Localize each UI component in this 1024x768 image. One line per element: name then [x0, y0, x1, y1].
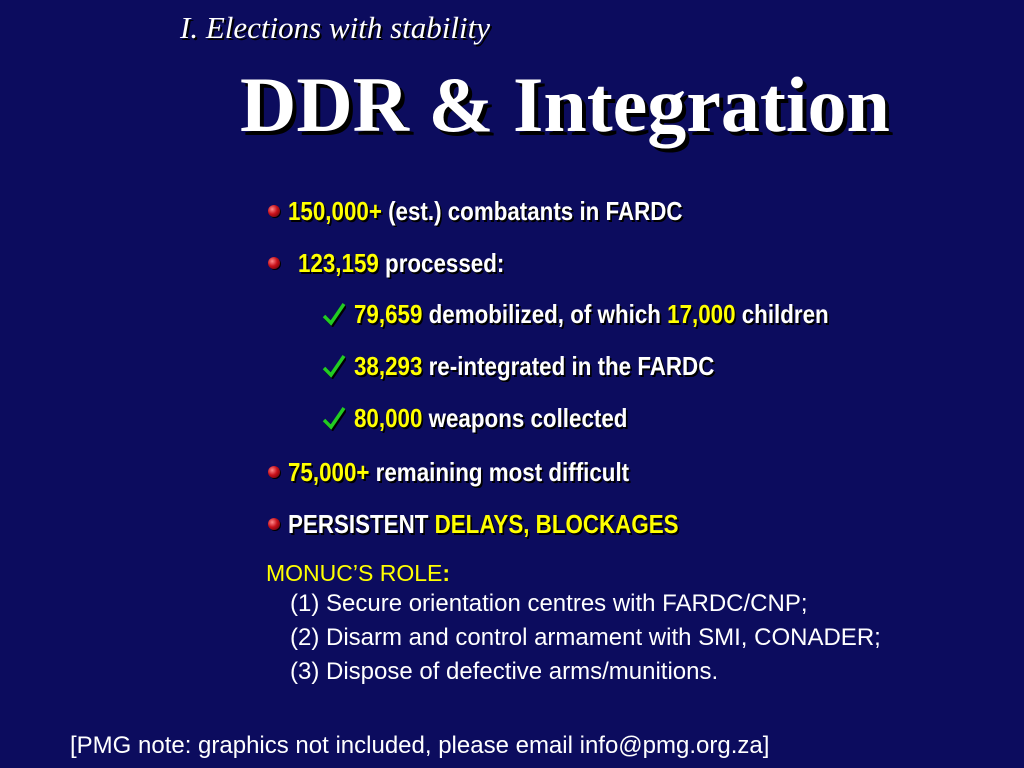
delays-text: DELAYS, BLOCKAGES	[434, 509, 679, 539]
sub-bullet-demobilized	[322, 299, 906, 329]
weapons-text: weapons collected	[422, 403, 628, 433]
slide-title: DDR & Integration	[240, 61, 890, 148]
role-item-1: (1) Secure orientation centres with FARDC/CNP;	[290, 590, 808, 617]
demobilized-count: 79,659	[354, 299, 423, 329]
slide-subtitle: I. Elections with stability	[180, 10, 490, 45]
red-ball-bullet-icon	[268, 518, 280, 530]
bullet-processed	[268, 248, 538, 278]
pmg-note: [PMG note: graphics not included, please email info@pmg.org.za]	[70, 732, 770, 759]
children-text: children	[735, 299, 829, 329]
role-heading-text: MONUC’S ROLE	[266, 560, 443, 586]
combatants-text: (est.) combatants in FARDC	[381, 196, 683, 226]
red-ball-bullet-icon	[268, 205, 280, 217]
bullet-remaining	[268, 457, 685, 487]
remaining-count: 75,000+	[288, 457, 370, 487]
sub-bullet-reintegrated	[322, 351, 773, 381]
red-ball-bullet-icon	[268, 257, 280, 269]
remaining-text: remaining most difficult	[369, 457, 630, 487]
green-checkmark-icon	[322, 353, 346, 379]
role-heading	[266, 560, 450, 587]
green-checkmark-icon	[322, 301, 346, 327]
sub-bullet-weapons	[322, 403, 672, 433]
processed-text: processed:	[378, 248, 505, 278]
persistent-text: PERSISTENT	[288, 509, 435, 539]
reintegrated-text: re-integrated in the FARDC	[422, 351, 715, 381]
role-heading-colon: :	[442, 560, 451, 586]
role-item-3: (3) Dispose of defective arms/munitions.	[290, 658, 719, 685]
processed-count: 123,159	[298, 248, 379, 278]
bullet-combatants	[268, 196, 747, 226]
red-ball-bullet-icon	[268, 466, 280, 478]
combatants-count: 150,000+	[288, 196, 382, 226]
demobilized-text: demobilized, of which	[422, 299, 668, 329]
green-checkmark-icon	[322, 405, 346, 431]
children-count: 17,000	[667, 299, 736, 329]
weapons-count: 80,000	[354, 403, 423, 433]
reintegrated-count: 38,293	[354, 351, 423, 381]
role-item-2: (2) Disarm and control armament with SMI, CONADER;	[290, 624, 881, 651]
bullet-persistent	[268, 509, 742, 539]
